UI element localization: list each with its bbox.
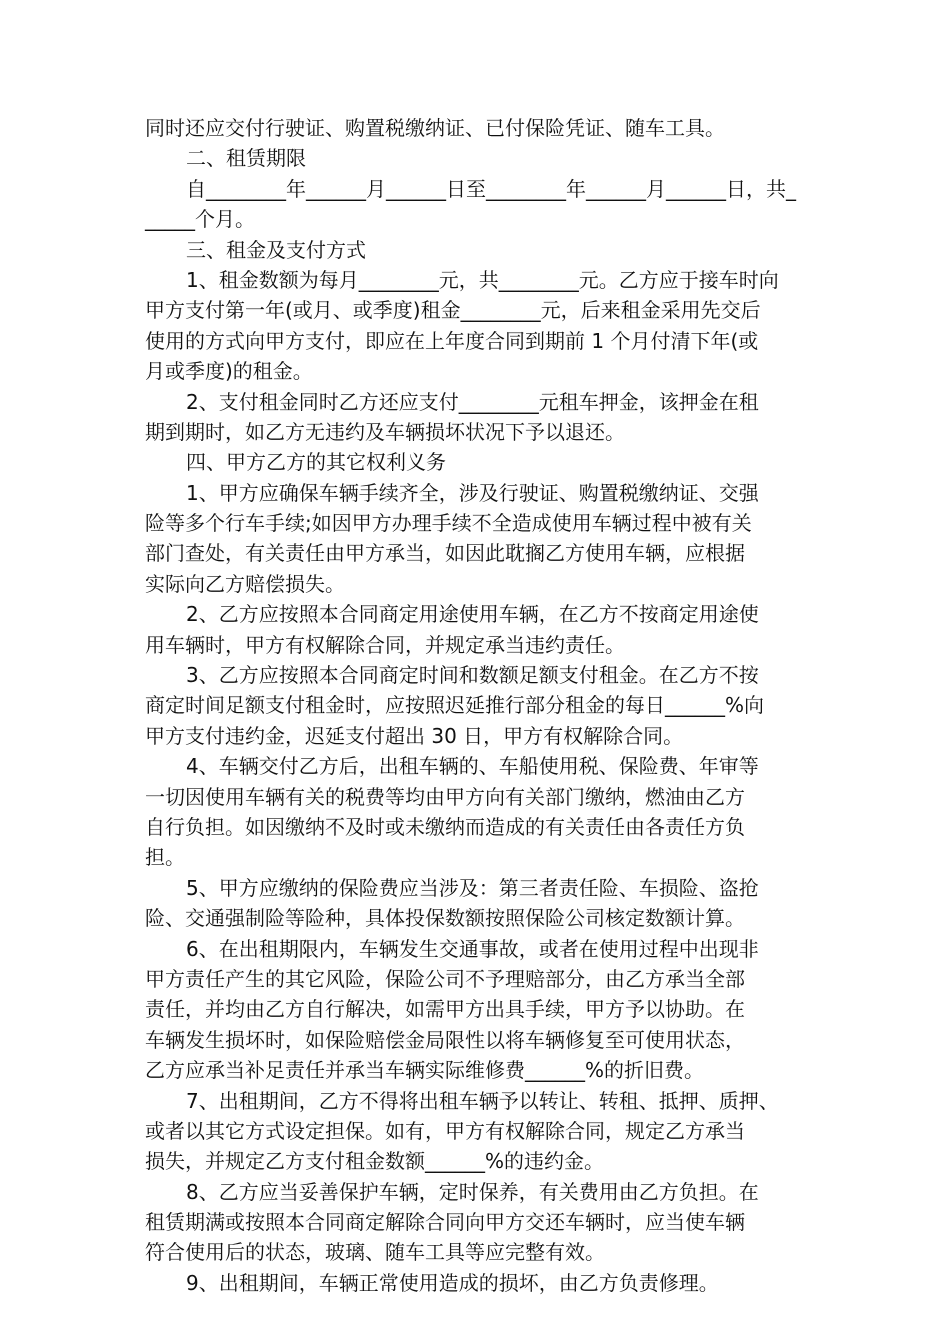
body-text-line: 责任，并均由乙方自行解决，如需甲方出具手续，甲方予以协助。在	[145, 997, 745, 1022]
body-text-line: 甲方支付第一年(或月、或季度)租金________元，后来租金采用先交后	[145, 298, 761, 323]
body-text-line: 5、甲方应缴纳的保险费应当涉及：第三者责任险、车损险、盗抢	[186, 875, 759, 900]
body-text-line: 3、乙方应按照本合同商定时间和数额足额支付租金。在乙方不按	[186, 663, 759, 688]
body-text-line: 符合使用后的状态，玻璃、随车工具等应完整有效。	[145, 1240, 605, 1265]
body-text-line: 月或季度)的租金。	[145, 359, 313, 384]
section-heading-rights-obligations: 四、甲方乙方的其它权利义务	[186, 450, 446, 475]
body-text-line: 7、出租期间，乙方不得将出租车辆予以转让、转租、抵押、质押、	[186, 1088, 779, 1113]
body-text-line: 1、租金数额为每月________元，共________元。乙方应于接车时向	[186, 267, 779, 292]
body-text-line: 车辆发生损坏时，如保险赔偿金局限性以将车辆修复至可使用状态，	[145, 1027, 745, 1052]
body-text-line: 2、支付租金同时乙方还应支付________元租车押金，该押金在租	[186, 389, 759, 414]
body-text-line: 损失，并规定乙方支付租金数额______%的违约金。	[145, 1149, 605, 1174]
section-heading-rent-payment: 三、租金及支付方式	[186, 237, 366, 262]
body-text-line: 1、甲方应确保车辆手续齐全，涉及行驶证、购置税缴纳证、交强	[186, 480, 759, 505]
body-text-line: 同时还应交付行驶证、购置税缴纳证、已付保险凭证、随车工具。	[145, 116, 725, 140]
body-text-line: 乙方应承当补足责任并承当车辆实际维修费______%的折旧费。	[145, 1058, 705, 1083]
body-text-line: 险、交通强制险等险种，具体投保数额按照保险公司核定数额计算。	[145, 906, 745, 931]
body-text-line: 担。	[145, 845, 185, 870]
body-text-line: 期到期时，如乙方无违约及车辆损坏状况下予以退还。	[145, 419, 625, 444]
body-text-line: 6、在出租期限内，车辆发生交通事故，或者在使用过程中出现非	[186, 936, 759, 961]
body-text-line: 甲方责任产生的其它风险，保险公司不予理赔部分，由乙方承当全部	[145, 966, 745, 991]
body-text-line: 商定时间足额支付租金时，应按照迟延推行部分租金的每日______%向	[145, 693, 765, 718]
body-text-line: 4、车辆交付乙方后，出租车辆的、车船使用税、保险费、年审等	[186, 754, 759, 779]
body-text-line: 自行负担。如因缴纳不及时或未缴纳而造成的有关责任由各责任方负	[145, 814, 745, 839]
body-text-line: 9、出租期间，车辆正常使用造成的损坏，由乙方负责修理。	[186, 1270, 719, 1295]
document-page	[145, 113, 808, 1298]
section-heading-lease-term: 二、租赁期限	[186, 146, 306, 171]
body-text-line: 或者以其它方式设定担保。如有，甲方有权解除合同，规定乙方承当	[145, 1118, 745, 1143]
body-text-line: 用车辆时，甲方有权解除合同，并规定承当违约责任。	[145, 632, 625, 657]
body-text-line: 租赁期满或按照本合同商定解除合同向甲方交还车辆时，应当使车辆	[145, 1210, 745, 1235]
body-text-line: 甲方支付违约金，迟延支付超出 30 日，甲方有权解除合同。	[145, 723, 684, 748]
body-text-line: 部门查处，有关责任由甲方承当，如因此耽搁乙方使用车辆，应根据	[145, 541, 745, 566]
body-text-line: 实际向乙方赔偿损失。	[145, 571, 345, 596]
body-text-line: _____个月。	[145, 207, 255, 232]
body-text-line: 自________年______月______日至________年______月______日，共_	[186, 176, 796, 201]
body-text-line: 险等多个行车手续;如因甲方办理手续不全造成使用车辆过程中被有关	[145, 511, 752, 536]
body-text-line: 一切因使用车辆有关的税费等均由甲方向有关部门缴纳，燃油由乙方	[145, 784, 745, 809]
body-text-line: 使用的方式向甲方支付，即应在上年度合同到期前 1 个月付清下年(或	[145, 328, 759, 353]
body-text-line: 8、乙方应当妥善保护车辆，定时保养，有关费用由乙方负担。在	[186, 1179, 759, 1204]
body-text-line: 2、乙方应按照本合同商定用途使用车辆，在乙方不按商定用途使	[186, 602, 759, 627]
